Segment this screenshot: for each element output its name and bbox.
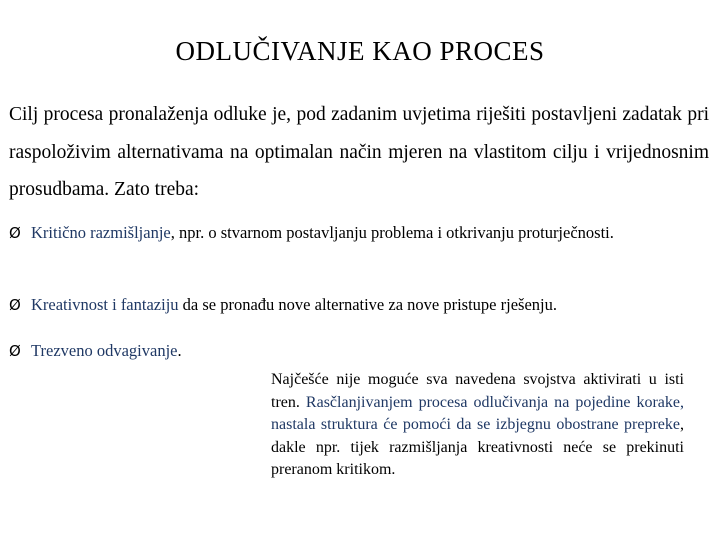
arrow-bullet-icon: Ø [9,224,21,242]
intro-paragraph: Cilj procesa pronalaženja odluke je, pod zadanim uvjetima riješiti postavljeni zadatak pri raspoloživim alternativama na optimalan način mjeren na vlastitom cilju i vrijednosnim prosudbama. Zato treba: [9,104,709,200]
note-highlight: Rasčlanjivanjem procesa odlučivanja na pojedine korake, nastala struktura će pomoći da se izbjegnu obostrane prepreke [271,393,685,433]
bullet-item-sober-weighing [9,336,709,366]
bullet-item-critical-thinking [9,218,709,248]
bullet-term: Kreativnost i fantaziju [31,295,179,314]
bullet-text: da se pronađu nove alternative za nove pristupe rješenju. [178,295,557,314]
bullet-item-creativity [9,290,709,320]
note-paragraph [271,369,684,482]
bullet-text: . [177,341,182,360]
arrow-bullet-icon: Ø [9,296,21,314]
note-text: Najčešće nije moguće sva navedena svojstva aktivirati u isti tren. [271,371,684,411]
slide-title: ODLUČIVANJE KAO PROCES [175,36,545,66]
bullet-term: Trezveno odvagivanje [31,341,178,360]
note-text: , dakle npr. tijek razmišljanja kreativnosti neće se prekinuti preranom kritikom. [271,416,684,478]
bullet-text: , npr. o stvarnom postavljanju problema i otkrivanju proturječnosti. [170,223,614,242]
arrow-bullet-icon: Ø [9,342,21,360]
bullet-term: Kritično razmišljanje [31,223,171,242]
